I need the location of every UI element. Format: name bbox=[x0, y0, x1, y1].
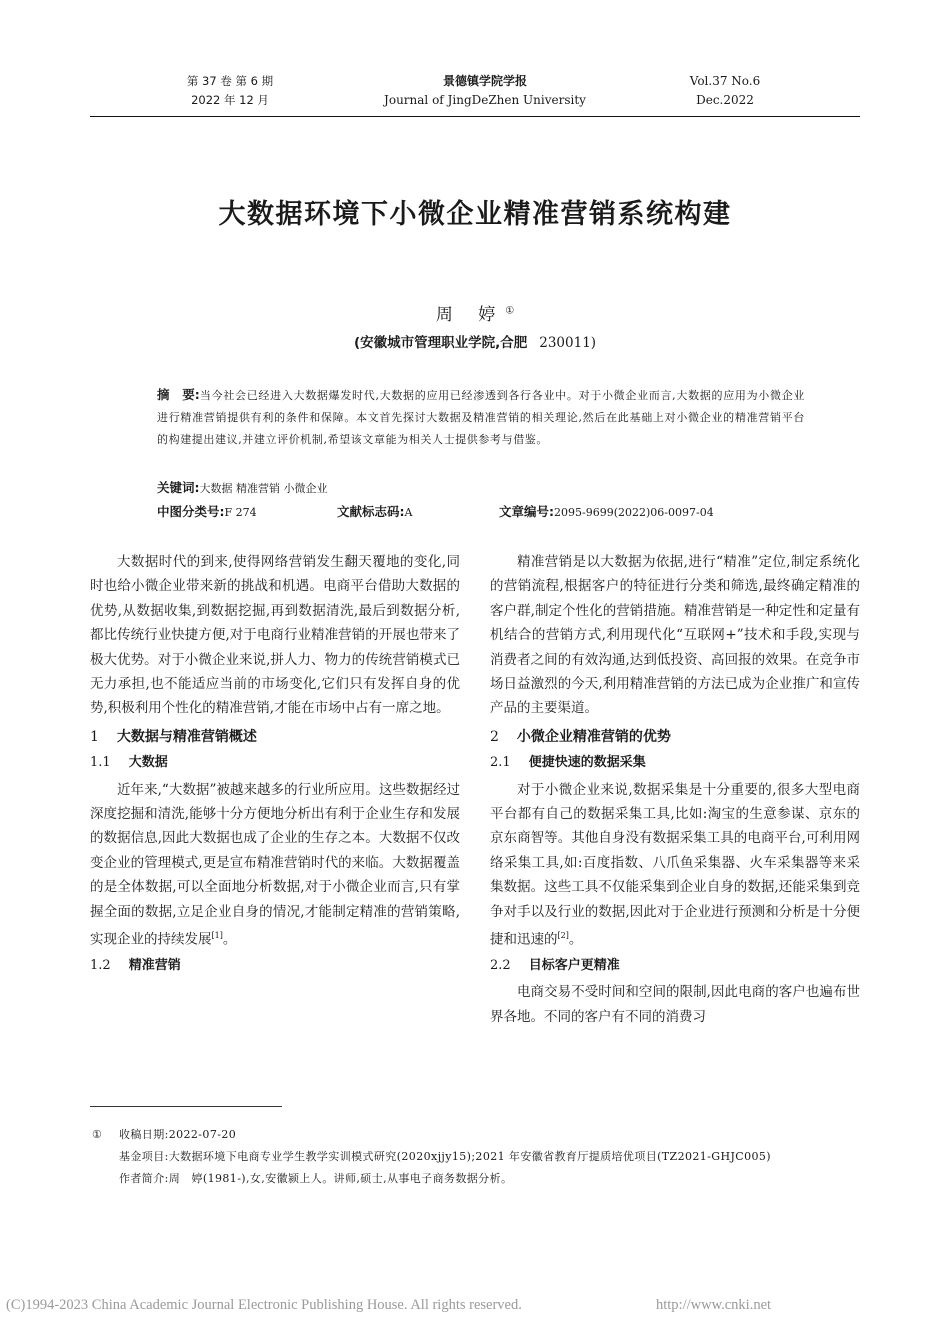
section-1-2-title: 精准营销 bbox=[128, 958, 181, 973]
section-1-2-heading bbox=[90, 954, 460, 978]
journal-name-en: Journal of JingDeZhen University bbox=[384, 93, 586, 107]
section-1-2-paragraph: 精准营销是以大数据为依据,进行“精准”定位,制定系统化的营销流程,根据客户的特征进行分类和筛选,最终确定精准的客户群,制定个性化的营销措施。精准营销是一种定性和定量有机结合的营销方式,利用现代化“互联网+”技术和手段,实现与消费者之间的有效沟通,达到低投资、高回报的效果。在竞争市场日益激烈的今天,利用精准营销的方法已成为企业推广和宣传产品的主要渠道。 bbox=[490, 554, 860, 717]
citation-1: [1] bbox=[211, 931, 223, 941]
intro-paragraph: 大数据时代的到来,使得网络营销发生翻天覆地的变化,同时也给小微企业带来新的挑战和机遇。电商平台借助大数据的优势,从数据收集,到数据挖掘,再到数据清洗,最后到数据分析,都比传统行业快捷方便,对于电商行业精准营销的开展也带来了极大优势。对于小微企业来说,拼人力、物力的传统营销模式已无力承担,也不能适应当前的市场变化,它们只有发挥自身的优势,积极利用个性化的精准营销,才能在市场中占有一席之地。 bbox=[90, 554, 460, 717]
running-header bbox=[0, 72, 950, 118]
affiliation-name: (安徽城市管理职业学院,合肥 bbox=[353, 335, 528, 351]
abstract-text: 当今社会已经进入大数据爆发时代,大数据的应用已经渗透到各行各业中。对于小微企业而言,大数据的应用为小微企业进行精准营销提供有利的条件和保障。本文首先探讨大数据及精准营销的相关理论,然后在此基础上对小微企业的精准营销平台的构建提出建议,并建立评价机制,希望该文章能为相关人士提供参考与借鉴。 bbox=[157, 389, 805, 446]
footnote bbox=[92, 1124, 860, 1190]
doc-code-value: A bbox=[404, 506, 413, 519]
issue-date: 2022 年 12 月 bbox=[191, 93, 269, 107]
author-name: 周 婷 bbox=[435, 305, 506, 325]
section-1-1-end: 。 bbox=[222, 931, 237, 948]
section-2-2-heading bbox=[490, 954, 860, 978]
left-column bbox=[90, 550, 460, 980]
issue-info bbox=[170, 72, 290, 110]
article-no-value: 2095-9699(2022)06-0097-04 bbox=[554, 506, 714, 519]
clc-label: 中图分类号: bbox=[157, 504, 225, 519]
section-1-title: 大数据与精准营销概述 bbox=[116, 728, 257, 745]
right-column bbox=[490, 550, 860, 1029]
section-1-1-number: 1.1 bbox=[90, 755, 111, 771]
section-2-1-text: 对于小微企业来说,数据采集是十分重要的,很多大型电商平台都有自己的数据采集工具,比如:淘宝的生意参谋、京东的京东商智等。其他自身没有数据采集工具的电商平台,可利用网络采集工具,如:百度指数、八爪鱼采集器、火车采集器等来采集数据。这些工具不仅能采集到企业自身的数据,还能采集到竞争对手以及行业的数据,因此对于企业进行预测和分析是十分便捷和迅速的 bbox=[490, 781, 860, 948]
article-no-item bbox=[499, 502, 714, 523]
issue-date-en: Dec.2022 bbox=[696, 93, 754, 107]
section-1-2-number: 1.2 bbox=[90, 958, 111, 973]
volume-issue: 第 37 卷 第 6 期 bbox=[186, 74, 274, 88]
classification-line bbox=[157, 502, 805, 522]
section-2-number: 2 bbox=[490, 728, 499, 745]
abstract bbox=[157, 384, 805, 451]
doc-code-item bbox=[337, 502, 412, 523]
section-1-1-heading bbox=[90, 751, 460, 775]
section-1-number: 1 bbox=[90, 728, 99, 745]
author-footnote-mark: ① bbox=[505, 305, 515, 317]
keywords-label: 关键词: bbox=[157, 480, 200, 495]
article-no-label: 文章编号: bbox=[499, 504, 554, 519]
copyright-line bbox=[0, 1297, 950, 1319]
postcode: 230011) bbox=[539, 335, 597, 351]
header-rule bbox=[90, 116, 860, 117]
section-1-heading bbox=[90, 725, 460, 749]
clc-value: F 274 bbox=[224, 506, 257, 519]
copyright-text: (C)1994-2023 China Academic Journal Electronic Publishing House. All rights reserved. bbox=[6, 1297, 522, 1313]
section-2-1-heading bbox=[490, 751, 860, 775]
article-title: 大数据环境下小微企业精准营销系统构建 bbox=[218, 199, 732, 230]
keywords-text: 大数据 精准营销 小微企业 bbox=[199, 482, 328, 495]
journal-name bbox=[335, 72, 635, 110]
footnote-fund: 基金项目:大数据环境下电商专业学生教学实训模式研究(2020xjjy15);2021 年安徽省教育厅提质培优项目(TZ2021-GHJC005) bbox=[119, 1150, 771, 1163]
section-1-1-paragraph bbox=[90, 778, 460, 952]
cnki-link[interactable]: http://www.cnki.net bbox=[656, 1297, 772, 1313]
volume-issue-en: Vol.37 No.6 bbox=[689, 74, 761, 88]
abstract-label: 摘 要: bbox=[157, 387, 200, 402]
section-2-1-end: 。 bbox=[568, 931, 583, 948]
citation-2: [2] bbox=[557, 931, 569, 941]
received-date: 收稿日期:2022-07-20 bbox=[119, 1128, 237, 1141]
journal-name-cn: 景德镇学院学报 bbox=[442, 74, 527, 88]
footnote-mark: ① bbox=[92, 1128, 103, 1141]
issue-info-en bbox=[660, 72, 790, 110]
section-2-title: 小微企业精准营销的优势 bbox=[516, 728, 671, 745]
doc-code-label: 文献标志码: bbox=[337, 504, 405, 519]
section-2-1-paragraph bbox=[490, 778, 860, 952]
keywords bbox=[157, 478, 805, 499]
section-2-heading bbox=[490, 725, 860, 749]
footnote-bio: 作者简介:周 婷(1981-),女,安徽颍上人。讲师,硕士,从事电子商务数据分析。 bbox=[119, 1172, 513, 1185]
footnote-received bbox=[92, 1124, 860, 1146]
clc-item bbox=[157, 502, 257, 523]
section-2-1-title: 便捷快速的数据采集 bbox=[528, 755, 646, 771]
section-2-2-number: 2.2 bbox=[490, 958, 511, 973]
author-line bbox=[0, 300, 950, 325]
footnote-rule bbox=[90, 1106, 282, 1107]
section-2-1-number: 2.1 bbox=[490, 755, 511, 771]
section-2-2-paragraph: 电商交易不受时间和空间的限制,因此电商的客户也遍布世界各地。不同的客户有不同的消费习 bbox=[490, 984, 860, 1025]
section-1-1-text: 近年来,“大数据”被越来越多的行业所应用。这些数据经过深度挖掘和清洗,能够十分方便地分析出有利于企业生存和发展的数据信息,因此大数据也成了企业的生存之本。大数据不仅改变企业的管理模式,更是宣布精准营销时代的来临。大数据覆盖的是全体数据,可以全面地分析数据,对于小微企业而言,只有掌握全面的数据,立足企业自身的情况,才能制定精准的营销策略,实现企业的持续发展 bbox=[90, 781, 460, 948]
section-2-2-title: 目标客户更精准 bbox=[528, 958, 620, 973]
section-1-1-title: 大数据 bbox=[128, 755, 168, 771]
affiliation bbox=[0, 331, 950, 351]
